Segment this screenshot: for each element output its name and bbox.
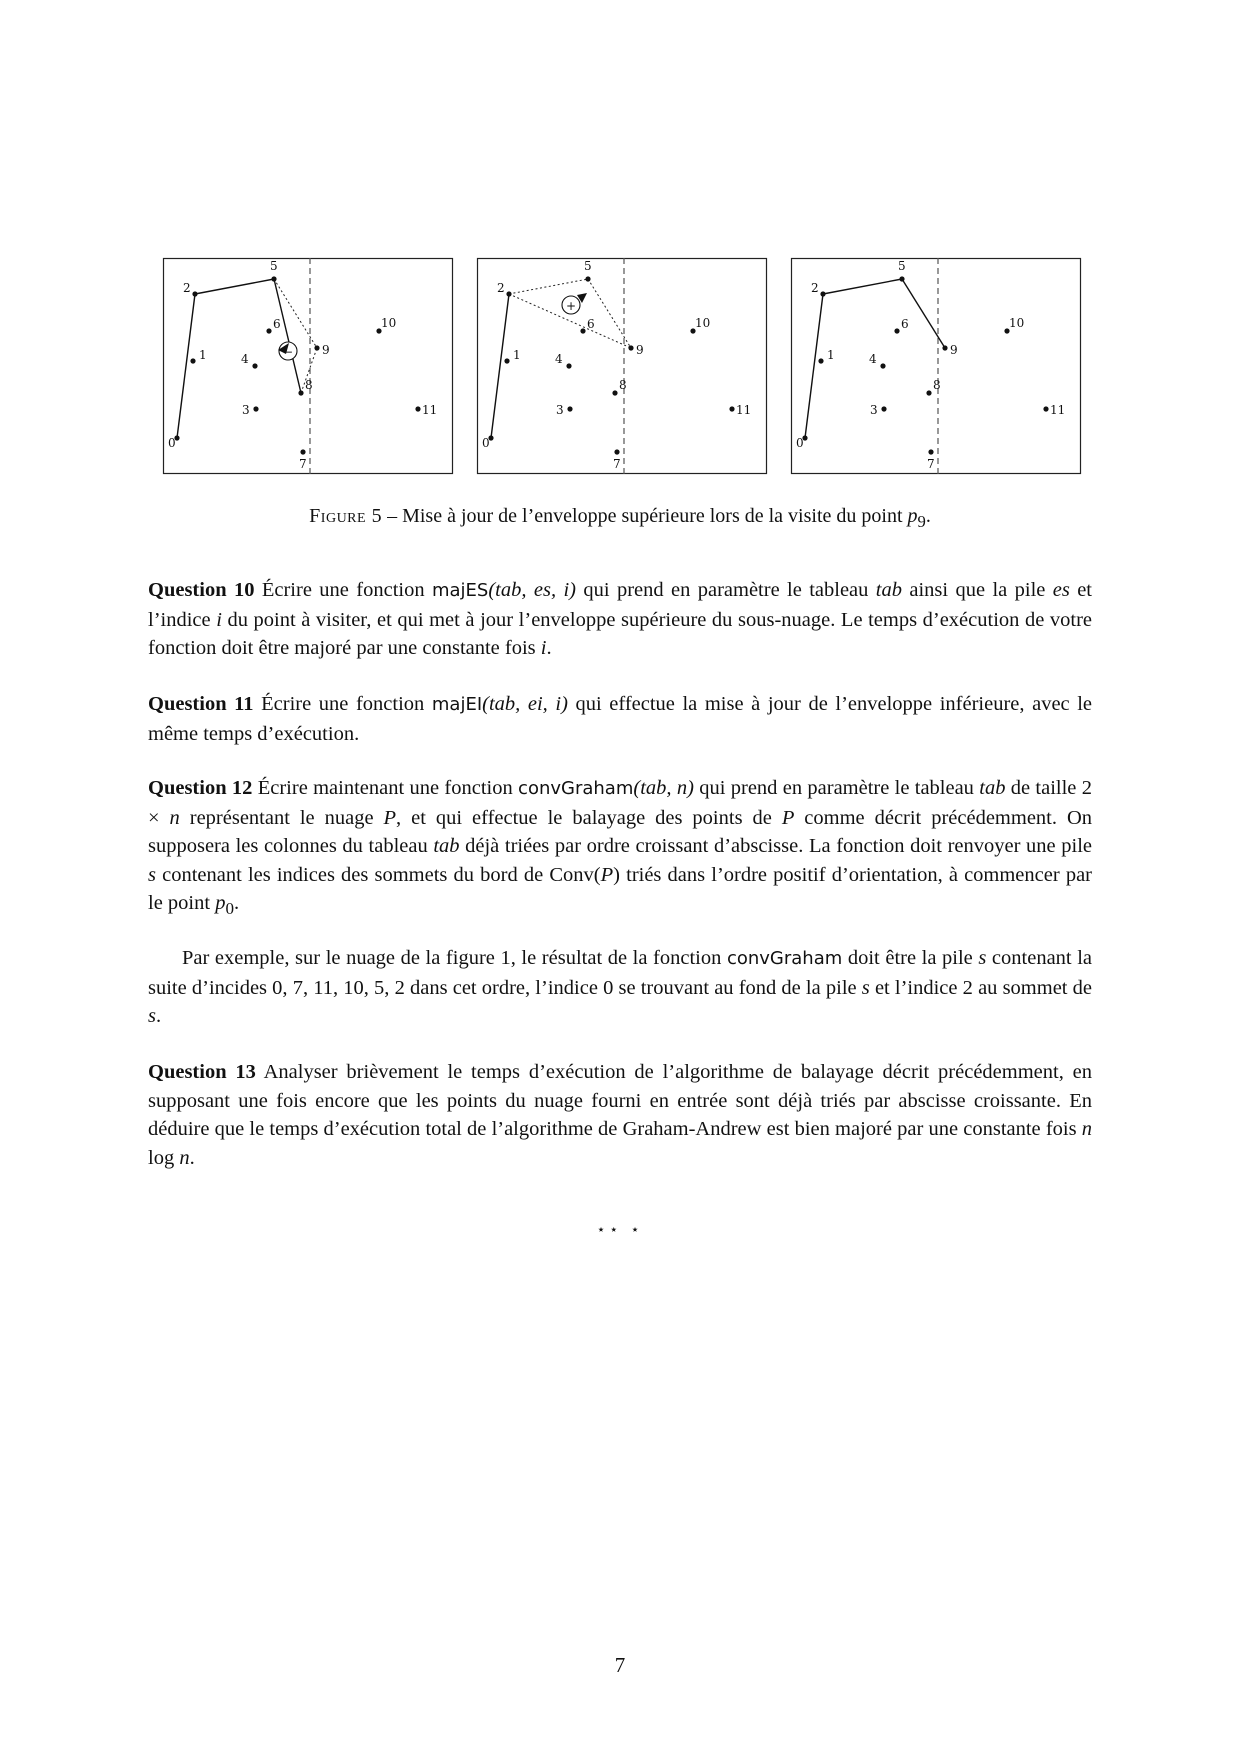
q10-t6: . xyxy=(546,637,552,659)
hull-edge-2-5 xyxy=(823,279,902,294)
q12-t2: qui prend en paramètre le tableau xyxy=(693,777,980,799)
ex-t4: et l’indice 2 au sommet de xyxy=(869,976,1092,999)
orientation-sign: + xyxy=(565,299,577,313)
example-paragraph xyxy=(148,944,1092,1031)
point-4 xyxy=(880,363,885,368)
question-12-label: Question 12 xyxy=(148,777,253,799)
hull-edge-0-2 xyxy=(177,294,195,438)
q12-args: (tab, n) xyxy=(633,777,694,799)
point-label-10: 10 xyxy=(1009,316,1025,330)
question-11-label: Question 11 xyxy=(148,693,254,715)
q12-v1: tab xyxy=(979,777,1006,799)
point-label-2: 2 xyxy=(183,281,191,295)
q10-v2: es xyxy=(1052,579,1070,601)
ex-v3: s xyxy=(148,1005,156,1027)
q12-t7: déjà triées par ordre croissant d’abscisse. La fonction doit renvoyer une pile xyxy=(459,835,1092,857)
point-label-8: 8 xyxy=(933,378,941,392)
panel-frame xyxy=(792,259,1081,474)
question-13-label: Question 13 xyxy=(148,1061,256,1083)
figure-panel-1-svg xyxy=(163,258,453,474)
q12-sub: 0 xyxy=(225,899,234,919)
point-label-7: 7 xyxy=(299,457,307,471)
q10-t2: qui prend en paramètre le tableau xyxy=(576,579,876,601)
caption-label: Figure 5 xyxy=(309,505,383,527)
point-label-3: 3 xyxy=(242,403,250,417)
q12-t8: contenant les indices des sommets du bord de Conv( xyxy=(155,863,601,886)
point-7 xyxy=(928,449,933,454)
q12-v8: p xyxy=(215,892,226,914)
q12-v2: n xyxy=(169,806,180,829)
figure-panel-2 xyxy=(477,258,767,474)
figure-panel-3 xyxy=(791,258,1081,474)
point-label-9: 9 xyxy=(636,343,644,357)
q11-t2: qui effectue la mise à jour de l’enveloppe inférieure, avec le même temps d’exécution. xyxy=(148,693,1093,745)
point-7 xyxy=(300,449,305,454)
q12-t4: représentant le nuage xyxy=(179,806,384,829)
q11-t1: Écrire une fonction xyxy=(253,693,432,715)
question-10 xyxy=(148,576,1092,663)
caption-point: p xyxy=(907,505,918,527)
point-label-1: 1 xyxy=(199,348,207,362)
point-3 xyxy=(881,406,886,411)
q10-v1: tab xyxy=(875,579,902,601)
point-11 xyxy=(729,406,734,411)
question-13 xyxy=(148,1058,1092,1172)
q12-t6: comme décrit précédemment. On supposera les colonnes du tableau xyxy=(148,806,1093,857)
q12-t1: Écrire maintenant une fonction xyxy=(252,777,519,799)
point-1 xyxy=(504,358,509,363)
q12-t5: , et qui effectue le balayage des points de xyxy=(396,806,782,829)
q10-v4: i xyxy=(540,637,547,659)
q12-v6: s xyxy=(148,863,156,886)
point-label-3: 3 xyxy=(870,403,878,417)
q12-v7: P xyxy=(600,863,614,886)
q13-v1: n xyxy=(1081,1118,1092,1140)
q10-function-name: majES xyxy=(431,580,489,601)
point-label-2: 2 xyxy=(811,281,819,295)
point-label-11: 11 xyxy=(736,403,752,417)
point-label-1: 1 xyxy=(827,348,835,362)
orientation-sign: − xyxy=(282,345,294,359)
q10-t1: Écrire une fonction xyxy=(254,579,432,601)
point-label-4: 4 xyxy=(241,352,249,366)
q12-v4: P xyxy=(781,806,795,829)
ex-t5: . xyxy=(155,1005,162,1027)
point-5 xyxy=(585,276,590,281)
q12-t3: de taille 2 × xyxy=(148,777,1092,829)
q10-v3: i xyxy=(216,608,222,631)
question-12 xyxy=(148,774,1092,924)
point-label-5: 5 xyxy=(584,259,592,273)
caption-text: Mise à jour de l’enveloppe supérieure lors de la visite du point xyxy=(402,505,908,527)
caption-point-sub: 9 xyxy=(917,512,926,531)
q10-args: (tab, es, i) xyxy=(488,579,576,601)
q11-function-name: majEI xyxy=(431,694,483,715)
q13-v2: n xyxy=(179,1146,190,1169)
section-separator: ⋆⋆ ⋆ xyxy=(596,1222,644,1238)
figure-caption xyxy=(150,505,1090,532)
point-label-2: 2 xyxy=(497,281,505,295)
point-9 xyxy=(942,345,947,350)
page-number: 7 xyxy=(614,1653,626,1677)
q13-t3: . xyxy=(189,1146,195,1169)
point-8 xyxy=(612,390,617,395)
point-label-6: 6 xyxy=(587,317,595,331)
ex-function-name: convGraham xyxy=(726,948,843,969)
ex-v2: s xyxy=(861,976,870,999)
point-label-1: 1 xyxy=(513,348,521,362)
q10-t3: ainsi que la pile xyxy=(902,579,1053,601)
point-label-10: 10 xyxy=(381,316,397,330)
point-label-11: 11 xyxy=(422,403,438,417)
point-9 xyxy=(628,345,633,350)
panel-frame xyxy=(164,259,453,474)
point-label-11: 11 xyxy=(1050,403,1066,417)
point-7 xyxy=(614,449,619,454)
ex-t3: contenant la suite d’incides 0, 7, 11, 10, 5, 2 dans cet ordre, l’indice 0 se trouvant au fond de la pile xyxy=(148,947,1092,999)
question-10-label: Question 10 xyxy=(148,579,255,601)
dotted-edge-2-5 xyxy=(509,279,588,294)
ex-v1: s xyxy=(978,947,987,969)
point-2 xyxy=(820,291,825,296)
point-5 xyxy=(271,276,276,281)
point-2 xyxy=(192,291,197,296)
point-11 xyxy=(1043,406,1048,411)
point-label-0: 0 xyxy=(796,436,804,450)
point-label-4: 4 xyxy=(869,352,877,366)
figure-panel-2-svg xyxy=(477,258,767,474)
caption-sep: – xyxy=(382,505,403,527)
point-6 xyxy=(894,328,899,333)
point-label-8: 8 xyxy=(305,378,313,392)
panel-frame xyxy=(478,259,767,474)
point-label-8: 8 xyxy=(619,378,627,392)
point-label-4: 4 xyxy=(555,352,563,366)
q12-t10: . xyxy=(233,892,240,914)
figure-panel-3-svg xyxy=(791,258,1081,474)
point-3 xyxy=(253,406,258,411)
point-3 xyxy=(567,406,572,411)
point-label-9: 9 xyxy=(950,343,958,357)
question-11 xyxy=(148,690,1092,748)
point-4 xyxy=(252,363,257,368)
figure-5 xyxy=(163,258,1083,478)
point-label-9: 9 xyxy=(322,343,330,357)
point-5 xyxy=(899,276,904,281)
point-label-10: 10 xyxy=(695,316,711,330)
ex-t2: doit être la pile xyxy=(842,947,979,969)
caption-end: . xyxy=(925,505,931,527)
q10-t5: du point à visiter, et qui met à jour l’enveloppe supérieure du sous-nuage. Le temps d’exécution de votre fonction doit être majoré par une constante fois xyxy=(148,608,1092,659)
point-label-5: 5 xyxy=(898,259,906,273)
point-8 xyxy=(298,390,303,395)
q12-v3: P xyxy=(383,806,397,829)
point-2 xyxy=(506,291,511,296)
point-8 xyxy=(926,390,931,395)
q12-function-name: convGraham xyxy=(518,778,634,799)
q12-t9: ) triés dans l’ordre positif d’orientation, à commencer par le point xyxy=(148,863,1092,914)
point-4 xyxy=(566,363,571,368)
figure-panel-1 xyxy=(163,258,453,474)
point-9 xyxy=(314,345,319,350)
point-6 xyxy=(266,328,271,333)
q13-t2: log xyxy=(148,1146,180,1169)
point-label-0: 0 xyxy=(482,436,490,450)
point-6 xyxy=(580,328,585,333)
q12-v5: tab xyxy=(433,835,460,857)
point-1 xyxy=(190,358,195,363)
point-label-6: 6 xyxy=(273,317,281,331)
point-label-6: 6 xyxy=(901,317,909,331)
hull-edge-5-8 xyxy=(274,279,301,393)
hull-edge-0-2 xyxy=(491,294,509,438)
q11-args: (tab, ei, i) xyxy=(482,693,568,715)
point-label-5: 5 xyxy=(270,259,278,273)
point-1 xyxy=(818,358,823,363)
ex-t1: Par exemple, sur le nuage de la figure 1, le résultat de la fonction xyxy=(182,947,727,969)
point-label-0: 0 xyxy=(168,436,176,450)
hull-edge-2-5 xyxy=(195,279,274,294)
q13-t1: Analyser brièvement le temps d’exécution de l’algorithme de balayage décrit précédemment, en supposant une fois encore que les points du nuage fourni en entrée sont déjà triés par abscisse croissante. En déduire que le temps d’exécution total de l’algorithme de Graham-Andrew est bien majoré par une constante fois xyxy=(148,1061,1092,1140)
point-11 xyxy=(415,406,420,411)
point-label-3: 3 xyxy=(556,403,564,417)
point-label-7: 7 xyxy=(927,457,935,471)
hull-edge-0-2 xyxy=(805,294,823,438)
point-label-7: 7 xyxy=(613,457,621,471)
q10-t4: et l’indice xyxy=(148,579,1093,631)
